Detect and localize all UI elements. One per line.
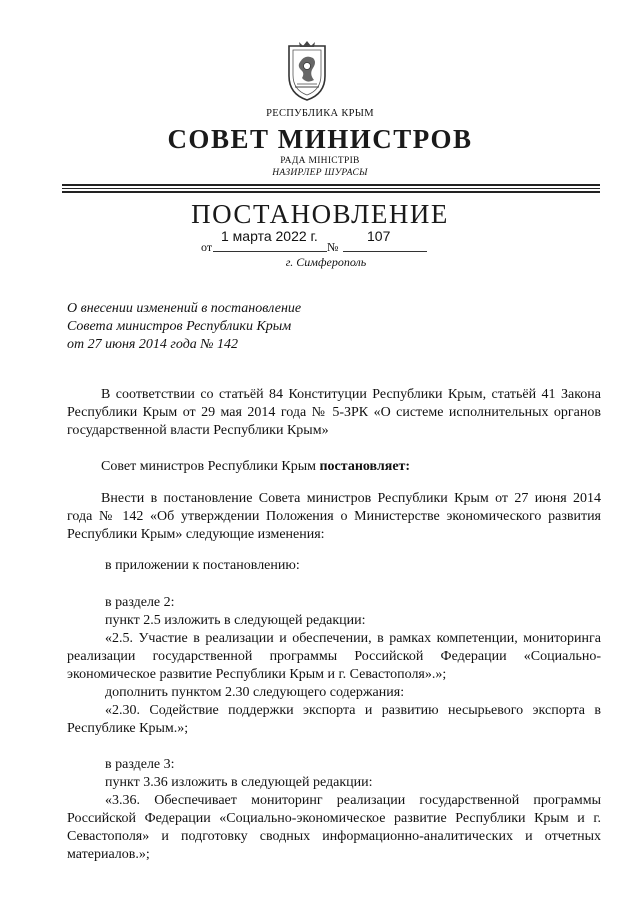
item-3-36-instruction: пункт 3.36 изложить в следующей редакции: xyxy=(105,775,373,790)
section-3-heading: в разделе 3: xyxy=(105,757,175,772)
subject-line: Совета министров Республики Крым xyxy=(67,319,292,334)
number-prefix: № xyxy=(327,240,339,254)
subject-line: от 27 июня 2014 года № 142 xyxy=(67,337,238,352)
section-2-heading: в разделе 2: xyxy=(105,595,175,610)
resolves-text: Совет министров Республики Крым xyxy=(101,459,320,474)
date-prefix: от xyxy=(201,240,213,254)
date-underline xyxy=(213,251,327,252)
amendments-list xyxy=(67,594,601,864)
amendment-intro-paragraph: Внести в постановление Совета министров Республики Крым от 27 июня 2014 года № 142 «Об утверждении Положения о Министерстве экономического развития Республики Крым» следующие изменения: xyxy=(67,491,601,542)
council-title-ua: РАДА МІНІСТРІВ xyxy=(280,156,360,166)
document-type-title: ПОСТАНОВЛЕНИЕ xyxy=(191,199,449,229)
council-title-crh: НАЗИРЛЕР ШУРАСЫ xyxy=(272,168,368,178)
annex-paragraph: в приложении к постановлению: xyxy=(105,558,300,573)
preamble-paragraph: В соответствии со статьёй 84 Конституции Республики Крым, статьёй 41 Закона Республики Крым от 29 мая 2014 года № 5-ЗРК «О системе исполнительных органов государственной власти Республики Крым» xyxy=(67,387,601,438)
resolution-number: 107 xyxy=(367,228,391,244)
subject-line: О внесении изменений в постановление xyxy=(67,301,302,316)
item-2-30-text: «2.30. Содействие поддержки экспорта и развитию несырьевого экспорта в Республике Крым.»; xyxy=(67,703,601,736)
item-2-5-instruction: пункт 2.5 изложить в следующей редакции: xyxy=(105,613,366,628)
coat-of-arms-icon xyxy=(283,40,331,102)
council-title: СОВЕТ МИНИСТРОВ xyxy=(167,124,473,154)
number-underline xyxy=(343,251,427,252)
header-divider xyxy=(62,188,600,189)
republic-label: РЕСПУБЛИКА КРЫМ xyxy=(266,108,374,119)
item-3-36-text: «3.36. Обеспечивает мониторинг реализации государственной программы Российской Федерации «Социально-экономическое развитие Республики Крым и г. Севастополя» и подготовку сводных информационно-аналитических и отчетных материалов.»; xyxy=(67,793,601,862)
item-2-30-instruction: дополнить пунктом 2.30 следующего содержания: xyxy=(105,685,405,700)
city-label: г. Симферополь xyxy=(285,255,367,269)
resolves-keyword: постановляет: xyxy=(319,459,411,474)
header-divider xyxy=(62,191,600,193)
resolution-date: 1 марта 2022 г. xyxy=(221,228,318,244)
document-subject xyxy=(67,300,447,354)
header-divider xyxy=(62,184,600,186)
resolves-paragraph xyxy=(67,458,601,476)
item-2-5-text: «2.5. Участие в реализации и обеспечении, в рамках компетенции, мониторинга реализации государственной программы Российской Федерации «Социально-экономическое развитие Республики Крым и г. Севастополя».»; xyxy=(67,631,601,682)
